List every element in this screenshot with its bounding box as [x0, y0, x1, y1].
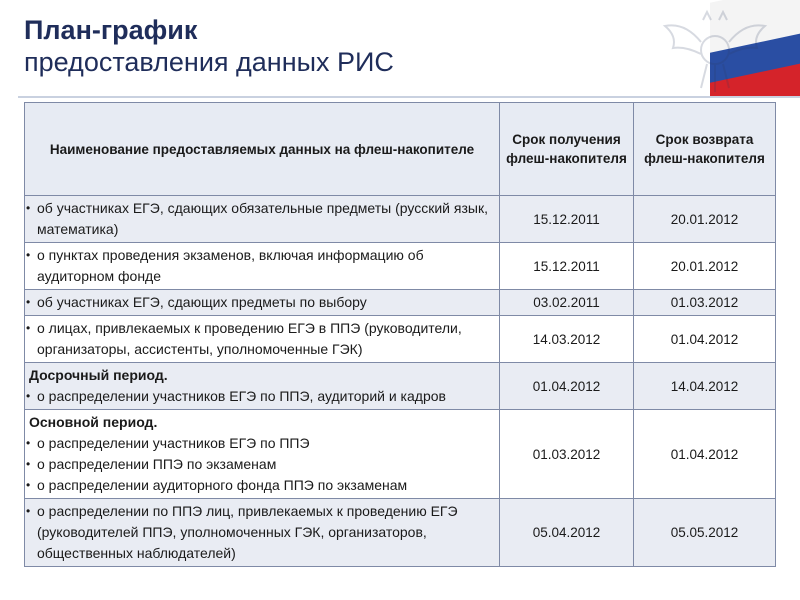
row-description	[25, 290, 500, 316]
list-item: • об участниках ЕГЭ, сдающих предметы по выбору	[29, 292, 495, 313]
title-line-2: предоставления данных РИС	[24, 47, 394, 77]
return-date: 20.01.2012	[634, 196, 776, 243]
return-date: 01.03.2012	[634, 290, 776, 316]
column-header-return: Срок возврата флеш-накопителя	[634, 103, 776, 196]
row-description	[25, 499, 500, 567]
return-date: 05.05.2012	[634, 499, 776, 567]
row-description	[25, 363, 500, 410]
table-row	[25, 243, 776, 290]
receive-date: 05.04.2012	[500, 499, 634, 567]
emblem-icon	[655, 2, 775, 98]
table-row	[25, 196, 776, 243]
row-description	[25, 196, 500, 243]
list-item: • об участниках ЕГЭ, сдающих обязательные предметы (русский язык, математика)	[29, 198, 495, 240]
table-row	[25, 410, 776, 499]
receive-date: 15.12.2011	[500, 243, 634, 290]
schedule-table	[24, 102, 776, 567]
table-row	[25, 290, 776, 316]
return-date: 01.04.2012	[634, 316, 776, 363]
list-item: • о распределении по ППЭ лиц, привлекаемых к проведению ЕГЭ (руководителей ППЭ, уполномоченных ГЭК, организаторов, общественных наблюдателей)	[29, 501, 495, 564]
slide-title	[24, 14, 394, 78]
list-item: • о пунктах проведения экзаменов, включая информацию об аудиторном фонде	[29, 245, 495, 287]
row-description	[25, 316, 500, 363]
list-item: • о лицах, привлекаемых к проведению ЕГЭ в ППЭ (руководители, организаторы, ассистенты, уполномоченные ГЭК)	[29, 318, 495, 360]
table-row	[25, 363, 776, 410]
column-header-name: Наименование предоставляемых данных на флеш-накопителе	[25, 103, 500, 196]
column-header-receive: Срок получения флеш-накопителя	[500, 103, 634, 196]
return-date: 20.01.2012	[634, 243, 776, 290]
list-item: • о распределении участников ЕГЭ по ППЭ, аудиторий и кадров	[29, 386, 495, 407]
flag-decoration	[570, 0, 800, 98]
table-header-row	[25, 103, 776, 196]
receive-date: 01.03.2012	[500, 410, 634, 499]
return-date: 14.04.2012	[634, 363, 776, 410]
list-item: • о распределении ППЭ по экзаменам	[29, 454, 495, 475]
return-date: 01.04.2012	[634, 410, 776, 499]
receive-date: 15.12.2011	[500, 196, 634, 243]
table-row	[25, 316, 776, 363]
list-item: • о распределении участников ЕГЭ по ППЭ	[29, 433, 495, 454]
list-item: • о распределении аудиторного фонда ППЭ по экзаменам	[29, 475, 495, 496]
receive-date: 03.02.2011	[500, 290, 634, 316]
period-label: Досрочный период.	[29, 367, 168, 383]
receive-date: 14.03.2012	[500, 316, 634, 363]
period-label: Основной период.	[29, 414, 158, 430]
row-description	[25, 243, 500, 290]
receive-date: 01.04.2012	[500, 363, 634, 410]
header-divider	[18, 96, 800, 98]
table-row	[25, 499, 776, 567]
row-description	[25, 410, 500, 499]
title-line-1: План-график	[24, 15, 198, 45]
